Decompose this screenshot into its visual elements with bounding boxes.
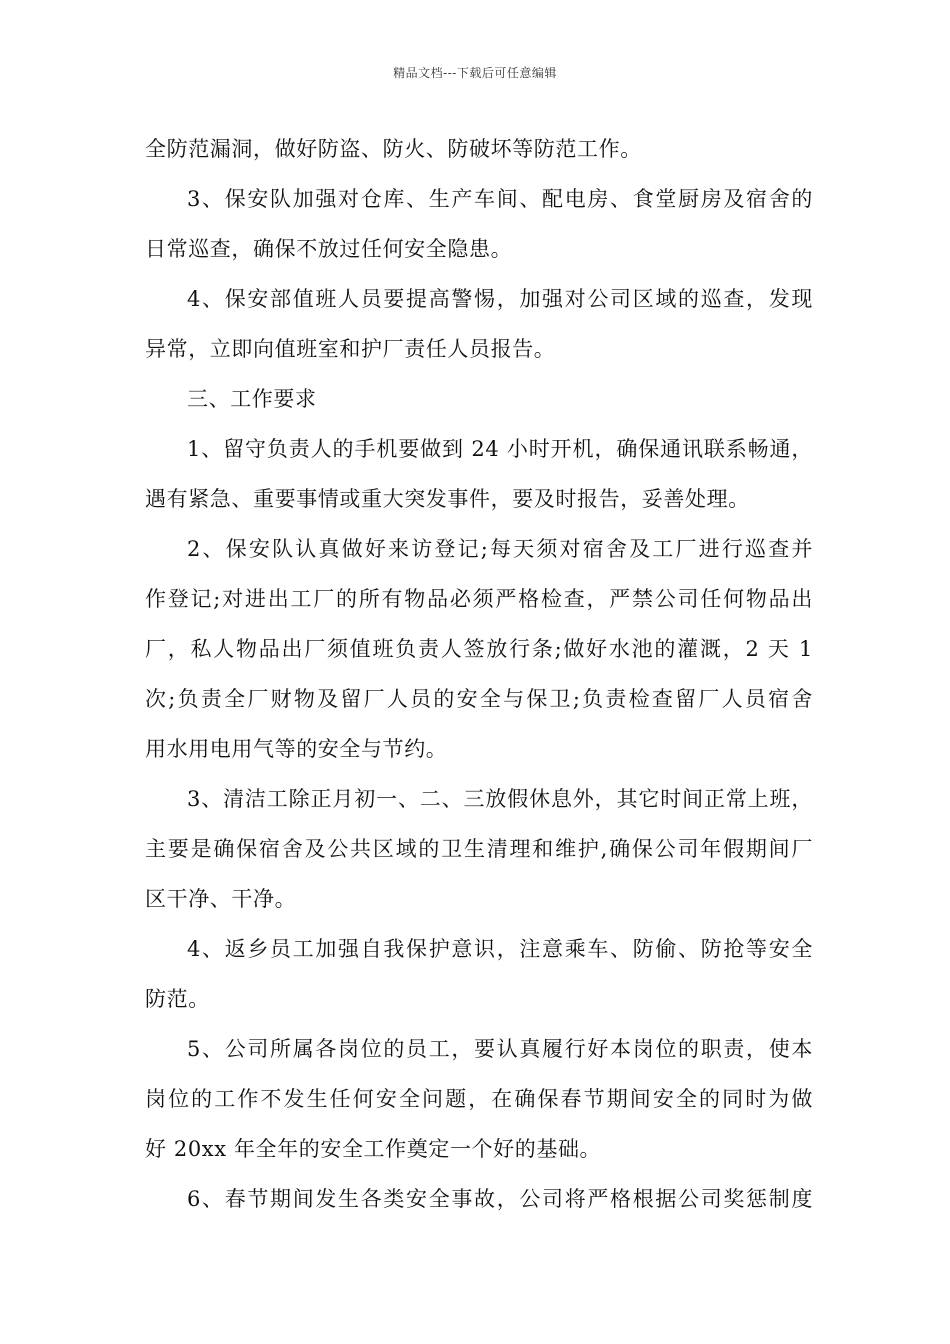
text-line: 全防范漏洞，做好防盗、防火、防破坏等防范工作。 [145, 137, 642, 161]
text-line: 遇有紧急、重要事情或重大突发事件，要及时报告，妥善处理。 [145, 487, 750, 511]
text-line: 次;负责全厂财物及留厂人员的安全与保卫;负责检查留厂人员宿舍 [145, 687, 813, 711]
text-line: 2、保安队认真做好来访登记;每天须对宿舍及工厂进行巡查并 [187, 537, 813, 561]
text-line: 防范。 [145, 987, 210, 1011]
text-line: 6、春节期间发生各类安全事故，公司将严格根据公司奖惩制度 [187, 1187, 813, 1211]
text-line: 5、公司所属各岗位的员工，要认真履行好本岗位的职责，使本 [187, 1037, 813, 1061]
text-line: 好 20xx 年全年的安全工作奠定一个好的基础。 [145, 1137, 602, 1161]
text-line: 主要是确保宿舍及公共区域的卫生清理和维护,确保公司年假期间厂 [145, 837, 813, 861]
text-line: 厂，私人物品出厂须值班负责人签放行条;做好水池的灌溉，2 天 1 [145, 637, 813, 661]
text-line: 三、工作要求 [187, 387, 317, 411]
text-line: 岗位的工作不发生任何安全问题，在确保春节期间安全的同时为做 [145, 1087, 813, 1111]
text-line: 4、保安部值班人员要提高警惕，加强对公司区域的巡查，发现 [187, 287, 813, 311]
text-line: 3、清洁工除正月初一、二、三放假休息外，其它时间正常上班， [187, 787, 813, 811]
text-line: 异常，立即向值班室和护厂责任人员报告。 [145, 337, 556, 361]
text-line: 日常巡查，确保不放过任何安全隐患。 [145, 237, 513, 261]
page-header: 精品文档---下载后可任意编辑 [393, 66, 557, 80]
text-line: 区干净、干净。 [145, 887, 297, 911]
text-line: 4、返乡员工加强自我保护意识，注意乘车、防偷、防抢等安全 [187, 937, 813, 961]
text-line: 用水用电用气等的安全与节约。 [145, 737, 448, 761]
text-line: 1、留守负责人的手机要做到 24 小时开机，确保通讯联系畅通， [187, 437, 813, 461]
document-body [145, 124, 813, 1224]
text-line: 3、保安队加强对仓库、生产车间、配电房、食堂厨房及宿舍的 [187, 187, 813, 211]
text-line: 作登记;对进出工厂的所有物品必须严格检查，严禁公司任何物品出 [145, 587, 813, 611]
